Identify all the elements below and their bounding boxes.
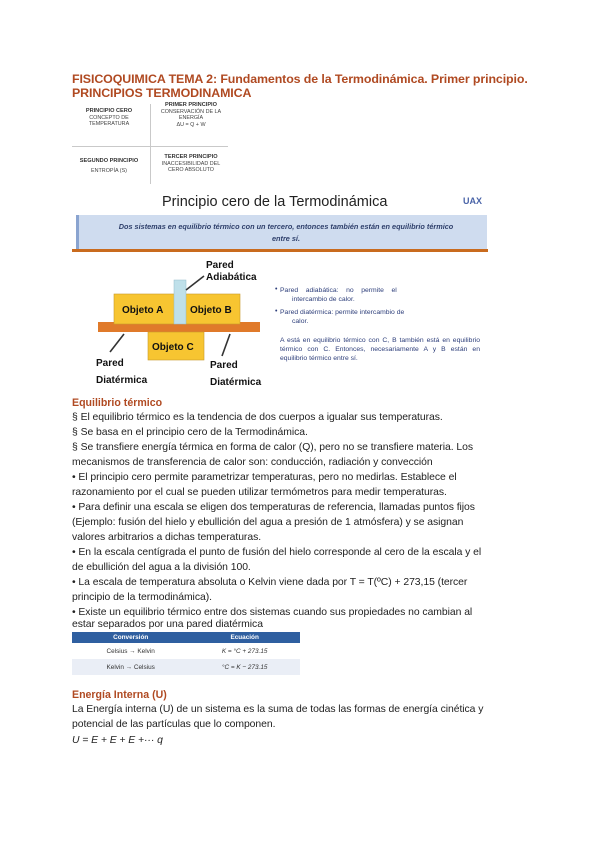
thermal-equilibrium-diagram <box>72 256 272 392</box>
equilibrio-line: (Ejemplo: fusión del hielo y ebullición del agua a presión de 1 atmósfera) y se asignan <box>72 517 464 528</box>
energia-line: La Energía interna (U) de un sistema es la suma de todas las formas de energía cinética y <box>72 704 484 715</box>
energia-formula: U = E + E + E +··· q <box>72 735 163 746</box>
principle-primero: PRIMER PRINCIPIO CONSERVACIÓN DE LA ENERGÍA ΔU = Q + W <box>160 102 222 128</box>
label-objeto-a: Objeto A <box>122 305 164 316</box>
label-objeto-b: Objeto B <box>190 305 232 316</box>
title-line-1: FISICOQUIMICA TEMA 2: Fundamentos de la Termodinámica. Primer principio. <box>72 72 528 86</box>
arrow-adiabatic <box>186 276 204 290</box>
principles-grid <box>70 102 230 190</box>
grid-divider-horizontal <box>72 146 228 147</box>
label-objeto-c: Objeto C <box>152 342 194 353</box>
equilibrio-line: § El equilibrio térmico es la tendencia de dos cuerpos a igualar sus temperaturas. <box>72 412 443 423</box>
table-cell: °C = K − 273.15 <box>189 659 300 675</box>
slide-bullet-1: Pared adiabática: no permite el intercambio de calor. <box>280 287 397 303</box>
arrow-diathermic-right <box>222 334 230 356</box>
label-pared-adiabatica-1: Pared <box>206 260 234 271</box>
bullet-dot-1: • <box>275 286 278 293</box>
equilibrio-line: • Existe un equilibrio térmico entre dos sistemas cuando sus propiedades no cambian al <box>72 607 473 618</box>
table-header: Conversión <box>72 632 189 643</box>
table-cell: Celsius → Kelvin <box>72 643 189 659</box>
grid-divider-vertical <box>150 104 151 184</box>
slide-title: Principio cero de la Termodinámica <box>162 194 388 210</box>
conversion-table <box>72 632 300 675</box>
principle-segundo: SEGUNDO PRINCIPIO ENTROPÍA (S) <box>79 158 139 174</box>
table-cell: K = °C + 273.15 <box>189 643 300 659</box>
equilibrio-line: • La escala de temperatura absoluta o Kelvin viene dada por T = T(ºC) + 273,15 (tercer <box>72 577 468 588</box>
principle-tercero: TERCER PRINCIPIO INACCESIBILIDAD DEL CERO ABSOLUTO <box>161 154 221 174</box>
label-pared-diatermica-right-2: Diatérmica <box>210 377 262 388</box>
label-pared-diatermica-left-1: Pared <box>96 358 124 369</box>
section-heading-energia: Energía Interna (U) <box>72 689 167 701</box>
equilibrio-line: estar separados por una pared diatérmica <box>72 619 263 630</box>
equilibrio-line: • El principio cero permite parametrizar temperaturas, pero no medirlas. Establece el <box>72 472 457 483</box>
slide-banner <box>76 215 487 251</box>
title-line-2: PRINCIPIOS TERMODINAMICA <box>72 86 252 100</box>
equilibrio-line: • Para definir una escala se eligen dos temperaturas de referencia, llamadas puntos fijos <box>72 502 475 513</box>
equilibrio-line: § Se basa en el principio cero de la Termodinámica. <box>72 427 308 438</box>
energia-line: potencial de las partículas que lo componen. <box>72 719 276 730</box>
document-title <box>72 72 542 100</box>
equilibrio-line: valores arbitrarios a dichas temperaturas. <box>72 532 262 543</box>
equilibrio-line: § Se transfiere energía térmica en forma de calor (Q), pero no se transfiere materia. Los <box>72 442 473 453</box>
equilibrio-line: de ebullición del agua a la división 100. <box>72 562 251 573</box>
adiabatic-wall <box>174 280 186 324</box>
equilibrio-line: razonamiento por el cual se pueden utilizar termómetros para medir temperaturas. <box>72 487 447 498</box>
label-pared-adiabatica-2: Adiabática <box>206 272 257 283</box>
slide-paragraph: A está en equilibrio térmico con C, B también está en equilibrio térmico con C. Entonces, necesariamente A y B están en equilibrio térmico entre sí. <box>280 337 480 362</box>
table-row <box>72 643 300 659</box>
label-pared-diatermica-left-2: Diatérmica <box>96 375 148 386</box>
equilibrio-line: • En la escala centígrada el punto de fusión del hielo corresponde al cero de la escala y el <box>72 547 482 558</box>
section-heading-equilibrio: Equilibrio térmico <box>72 397 163 409</box>
uax-logo: UAX <box>462 196 482 206</box>
table-header: Ecuación <box>189 632 300 643</box>
arrow-diathermic-left <box>110 334 124 352</box>
principio-cero-slide <box>72 190 488 392</box>
equilibrio-line: mecanismos de transferencia de calor son: conducción, radiación y convección <box>72 457 433 468</box>
bullet-dot-2: • <box>275 308 278 315</box>
equilibrio-line: principio de la termodinámica). <box>72 592 212 603</box>
label-pared-diatermica-right-1: Pared <box>210 360 238 371</box>
principle-cero: PRINCIPIO CERO CONCEPTO DE TEMPERATURA <box>85 108 133 128</box>
slide-bullet-2: Pared diatérmica: permite intercambio de calor. <box>280 309 405 325</box>
table-cell: Kelvin → Celsius <box>72 659 189 675</box>
banner-text: Dos sistemas en equilibrio térmico con un tercero, entonces también están en equilibrio térmico entre sí. <box>118 222 454 243</box>
banner-underline <box>72 249 488 252</box>
table-row <box>72 659 300 675</box>
